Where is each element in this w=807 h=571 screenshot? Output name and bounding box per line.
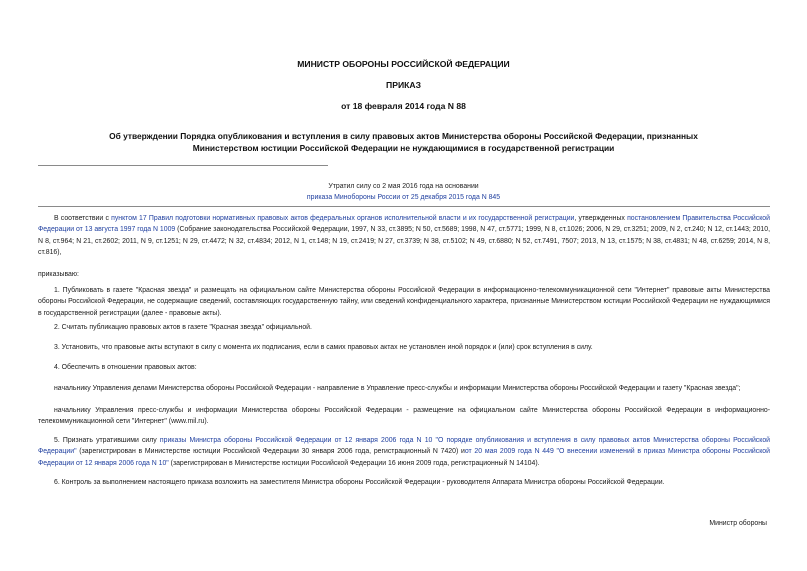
rules-link[interactable]: пунктом 17 Правил подготовки нормативных правовых актов федеральных органов исполнительной власти и их государственной регистрации <box>111 215 575 222</box>
document-subject: Об утверждении Порядка опубликования и вступления в силу правовых актов Министерства обороны Российской Федерации, признанных Министерством юстиции Российской Федерации не нуждающимися в государственной регистрации <box>109 131 698 153</box>
full-divider <box>38 206 770 207</box>
signature-title: Министр обороны <box>709 520 767 527</box>
status-note-line <box>0 192 807 203</box>
document-type: ПРИКАЗ <box>386 80 421 90</box>
preamble-paragraph <box>38 213 770 259</box>
order-word: приказываю: <box>38 271 79 278</box>
preamble-text: (Собрание законодательства Российской Федерации, 1997, N 33, ст.3895; N 50, ст.5689; 1998, N 47, ст.5771; 1999, N 8, ст.1026; 2006, N 29, ст.3251; 2009, N 2, ст.240; N 12, ст.1443; 2010, N 8, ст.964; N 21, ст.2602; 2011, N 9, ст.1251; N 29, ст.4472; N 32, ст.4834; 2012, N 1, ст.148; N 19, ст.2419; N 27, ст.3739; N 38, ст.5102; N 49, ст.6880; N 52, ст.7491, 7507; 2013, N 13, ст.1575; N 38, ст.4831; N 48, ст.6259; 2014, N 8, ст.816), <box>38 226 771 257</box>
item-6: 6. Контроль за выполнением настоящего приказа возложить на заместителя Министра обороны Российской Федерации - руководителя Аппарата Министра обороны Российской Федерации. <box>54 479 665 486</box>
item-2: 2. Считать публикацию правовых актов в газете "Красная звезда" официальной. <box>54 324 312 331</box>
short-divider <box>38 165 328 166</box>
repealed-order-2009-link[interactable]: от 20 мая 2009 года N 449 "О внесении изменений в приказ Министра обороны Российской Федерации от 12 января 2006 года N 10" <box>38 448 770 467</box>
preamble-text: , утвержденных <box>574 215 628 222</box>
item-4: 4. Обеспечить в отношении правовых актов: <box>54 364 197 371</box>
item-4-sub-b: начальнику Управления пресс-службы и информации Министерства обороны Российской Федерации - размещение на официальном сайте Министерства обороны Российской Федерации в информационно-телекоммуникационной сети "Интернет" (www.mil.ru). <box>38 407 770 426</box>
document-date-number: от 18 февраля 2014 года N 88 <box>341 101 466 111</box>
item-5-text: 5. Признать утратившими силу <box>54 437 160 444</box>
preamble-text: В соответствии с <box>54 215 112 222</box>
government-decree-link[interactable]: постановлением Правительства Российской Федерации от 13 августа 1997 года N 1009 <box>38 215 770 234</box>
issuing-authority: МИНИСТР ОБОРОНЫ РОССИЙСКОЙ ФЕДЕРАЦИИ <box>297 59 510 69</box>
repealed-order-2006-link[interactable]: приказы Министра обороны Российской Федерации от 12 января 2006 года N 10 "О порядке опубликования и вступления в силу правовых актов Министерства обороны Российской Федерации" <box>38 437 771 456</box>
item-1: 1. Публиковать в газете "Красная звезда" и размещать на официальном сайте Министерства обороны Российской Федерации в информационно-телекоммуникационной сети "Интернет" правовые акты Министерства обороны Российской Федерации, не содержащие сведений, составляющих государственную тайну, или сведений конфиденциального характера, признанные Министерством юстиции Российской Федерации не нуждающимися в государственной регистрации (далее - правовые акты). <box>38 287 770 317</box>
item-3: 3. Установить, что правовые акты вступают в силу с момента их подписания, если в самих правовых актах не установлен иной порядок и (или) срок вступления в силу. <box>54 344 593 351</box>
item-5-text: (зарегистрирован в Министерстве юстиции Российской Федерации 16 июня 2009 года, регистрационный N 14104). <box>168 459 540 467</box>
repeal-order-link[interactable]: приказа Минобороны России от 25 декабря 2015 года N 845 <box>306 194 501 201</box>
item-4-sub-a: начальнику Управления делами Министерства обороны Российской Федерации - направление в Управление пресс-службы и информации Министерства обороны Российской Федерации и газету "Красная звезда"; <box>54 385 741 392</box>
item-5 <box>38 435 770 469</box>
item-5-text: (зарегистрирован в Министерстве юстиции Российской Федерации 30 января 2006 года, регистрационный N 7420) и <box>76 448 465 456</box>
status-note-text: Утратил силу со 2 мая 2016 года на основании <box>328 183 479 190</box>
